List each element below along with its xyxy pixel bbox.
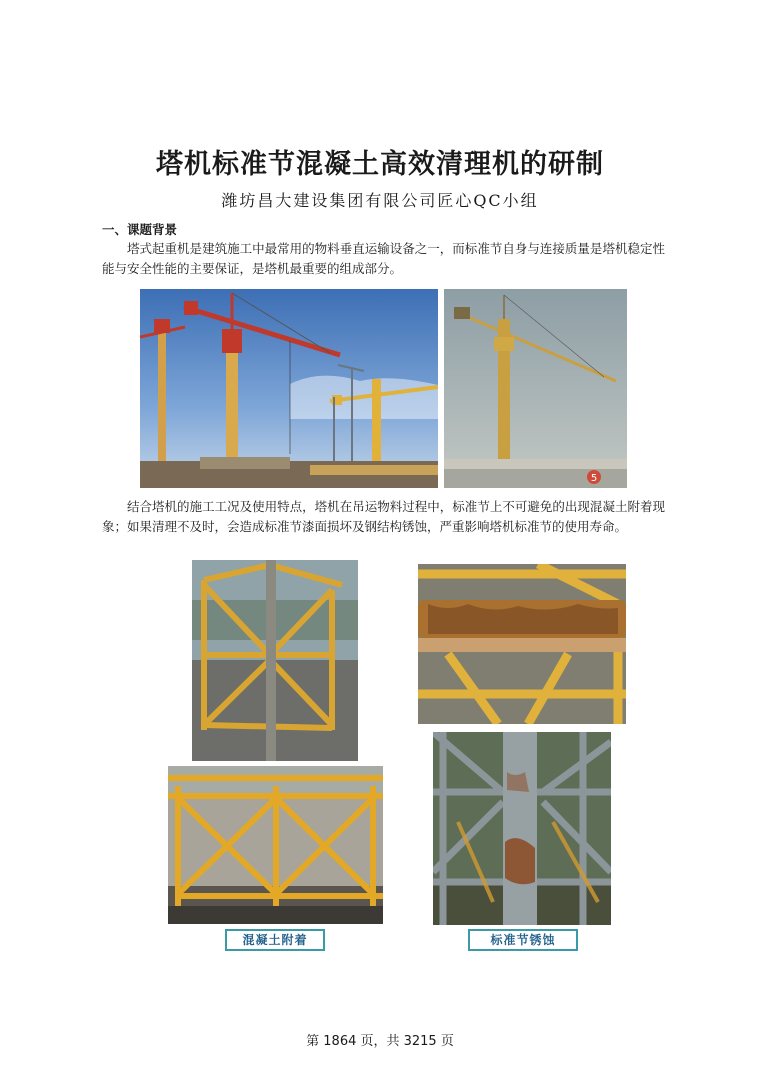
paragraph-background: 塔式起重机是建筑施工中最常用的物料垂直运输设备之一，而标准节自身与连接质量是塔机稳定性能与安全性能的主要保证，是塔机最重要的组成部分。	[102, 241, 665, 276]
photo-rusty-beam	[418, 564, 626, 724]
photo-standard-section	[192, 560, 358, 761]
paragraph-problem: 结合塔机的施工工况及使用特点，塔机在吊运物料过程中，标准节上不可避免的出现混凝土附着现象；如果清理不及时，会造成标准节漆面损坏及钢结构锈蚀，严重影响塔机标准节的使用寿命。	[102, 499, 665, 534]
document-subtitle: 潍坊昌大建设集团有限公司匠心QC小组	[221, 191, 539, 210]
caption-concrete-attachment: 混凝土附着	[225, 929, 325, 951]
photo-concrete-covered-section	[168, 766, 383, 924]
photo-tower-crane-hazy	[444, 289, 627, 488]
page-footer: 第 1864 页，共 3215 页	[306, 1034, 454, 1049]
crane-site-sign-number: 5	[590, 473, 598, 484]
photo-corroded-section	[433, 732, 611, 925]
caption-section-corrosion: 标准节锈蚀	[468, 929, 578, 951]
section-heading: 一、课题背景	[102, 222, 178, 237]
document-title: 塔机标准节混凝土高效清理机的研制	[156, 149, 604, 180]
photo-tower-cranes-site	[140, 289, 438, 488]
